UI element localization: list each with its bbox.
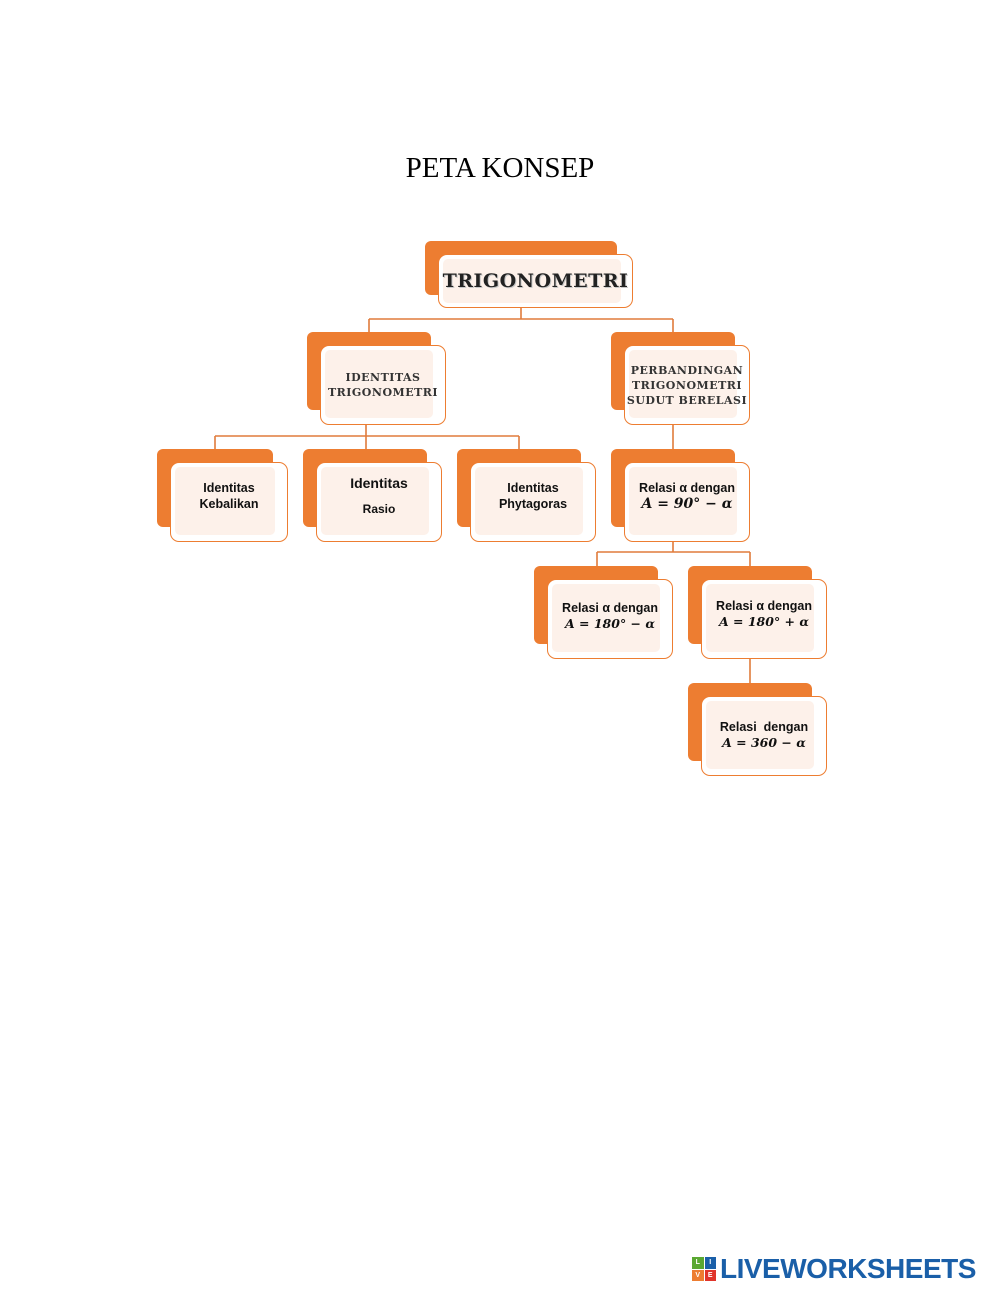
node-label-text: Relasi dengan	[719, 720, 809, 734]
node-label-line1: Identitas	[507, 481, 559, 495]
node-label-line3: SUDUT BERELASI	[626, 393, 748, 407]
node-label-line2: Rasio	[362, 502, 396, 516]
node-label-text: Relasi α dengan	[716, 599, 812, 613]
liveworksheets-logo-icon: L I V E	[692, 1257, 716, 1281]
node-label-line2: TRIGONOMETRI	[631, 378, 743, 392]
connector-root	[369, 308, 673, 333]
node-label: TRIGONOMETRI	[442, 270, 629, 292]
node-label-line2: Phytagoras	[498, 497, 568, 511]
node-label-line2: TRIGONOMETRI	[327, 386, 439, 399]
node-perbandingan-sudut-berelasi	[611, 332, 753, 426]
node-formula: A = 90° − α	[641, 496, 733, 512]
node-identitas-rasio	[303, 449, 445, 544]
node-relasi-90	[611, 449, 753, 544]
node-relasi-180-minus	[534, 566, 676, 661]
node-identitas-kebalikan	[157, 449, 291, 544]
node-trigonometri	[425, 241, 635, 309]
node-label-line2: Kebalikan	[199, 497, 259, 511]
node-identitas-trigonometri	[307, 332, 447, 426]
connector-identitas	[215, 424, 519, 451]
node-label-line1: Identitas	[203, 481, 255, 495]
node-label-line1: IDENTITAS	[345, 371, 421, 384]
liveworksheets-logo	[692, 1252, 976, 1286]
node-relasi-180-plus	[688, 566, 830, 661]
node-formula: A = 180° − α	[564, 616, 655, 631]
node-label-line1: PERBANDINGAN	[630, 363, 744, 377]
node-label-text: Relasi α dengan	[639, 481, 735, 495]
node-label-text: Relasi α dengan	[562, 601, 658, 615]
node-label-line1: Identitas	[350, 475, 408, 491]
node-formula: A = 360 − α	[722, 735, 806, 750]
node-relasi-360	[688, 683, 830, 778]
node-formula: A = 180° + α	[718, 614, 809, 629]
connector-relasi90	[597, 541, 750, 567]
liveworksheets-logo-text: LIVEWORKSHEETS	[720, 1253, 976, 1284]
node-identitas-phytagoras	[457, 449, 599, 544]
page-title: PETA KONSEP	[405, 152, 595, 184]
